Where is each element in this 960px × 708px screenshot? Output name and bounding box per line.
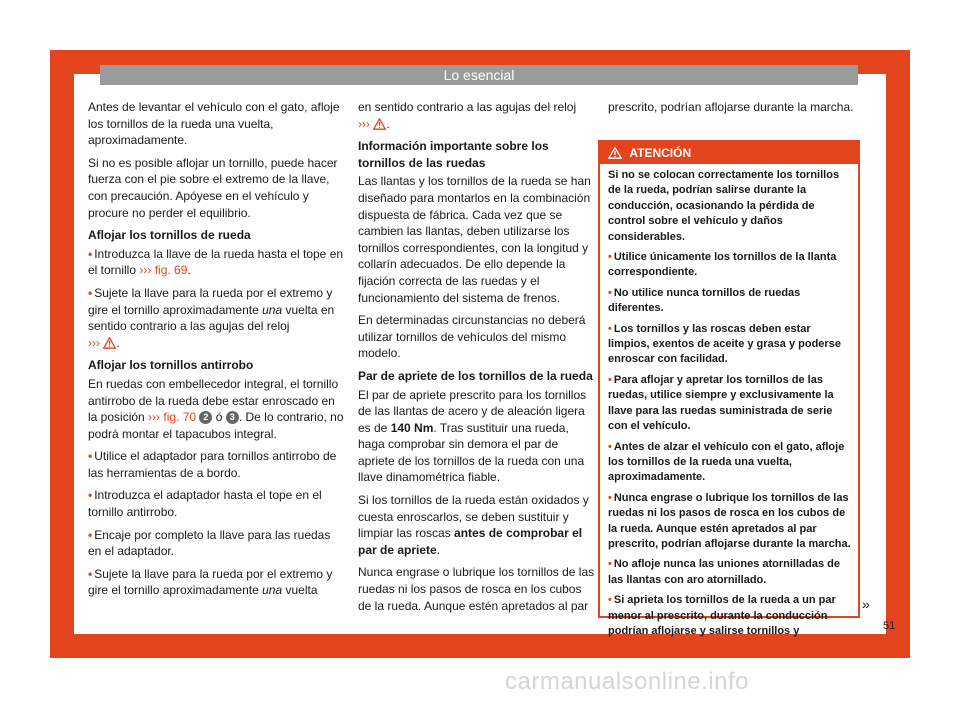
atencion-item: • Para aflojar y apretar los tornillos de las ruedas, utilice siempre y exclusivamente la llave para las ruedas suministrada de serie con el vehículo. bbox=[608, 373, 834, 433]
bullet-icon: • bbox=[608, 558, 612, 571]
par-paragraph-2: Si los tornillos de la rueda están oxidados y cuesta enroscarlos, se deben sustituir y limpiar las roscas antes de comprobar el par de apriete. bbox=[358, 493, 589, 557]
bullet-icon: • bbox=[88, 566, 93, 581]
ref-arrows-icon: ››› bbox=[358, 116, 370, 131]
column-2 bbox=[358, 99, 598, 620]
bullet-icon: • bbox=[88, 246, 93, 261]
par-paragraph-3: Nunca engrase o lubrique los tornillos de las ruedas ni los pasos de rosca en los cubos de la rueda. Aunque estén apretados al par bbox=[358, 565, 595, 613]
bullet-icon: • bbox=[608, 322, 612, 335]
bullet-icon: • bbox=[88, 285, 93, 300]
bullet-item: • Sujete la llave para la rueda por el extremo y gire el tornillo aproximadamente una vuelta en sentido contrario a las agujas del reloj ››› . bbox=[88, 285, 335, 350]
bullet-item: • Introduzca la llave de la rueda hasta el tope en el tornillo ››› fig. 69. bbox=[88, 246, 344, 278]
section-title: Lo esencial bbox=[443, 67, 515, 83]
callout-number: 2 bbox=[199, 411, 212, 424]
atencion-item: • No afloje nunca las uniones atornilladas de las llantas con aro atornillado. bbox=[608, 558, 841, 586]
warning-icon[interactable] bbox=[103, 337, 116, 349]
bullet-icon: • bbox=[608, 286, 612, 299]
figure-link[interactable]: fig. 70 bbox=[163, 410, 197, 425]
atencion-item: • Utilice únicamente los tornillos de la llanta correspondiente. bbox=[608, 251, 837, 279]
atencion-item: • No utilice nunca tornillos de ruedas diferentes. bbox=[608, 286, 801, 315]
bullet-icon: • bbox=[88, 488, 93, 503]
bullet-icon: • bbox=[88, 449, 93, 464]
atencion-item: • Si aprieta los tornillos de la rueda a un par menor al prescrito, durante la conducción podrían aflojarse y salirse tornillos y bbox=[608, 594, 836, 637]
info-paragraph-1: Las llantas y los tornillos de la rueda se han diseñado para montarlos en la combinación dispuesta de fábrica. Cada vez que se cambien las llantas, deben utilizarse los tornillos correspondientes, con la longitud y collarín adecuados. De ello depende la fijación correcta de las ruedas y el funcionamiento del sistema de frenos. bbox=[358, 174, 591, 305]
atencion-item: • Antes de alzar el vehículo con el gato, afloje los tornillos de la rueda una vuelta, aproximadamente. bbox=[608, 440, 845, 484]
watermark: carmanualsonline.info bbox=[505, 668, 749, 695]
atencion-body bbox=[600, 164, 858, 639]
continued-text: en sentido contrario a las agujas del reloj ››› . bbox=[358, 100, 577, 131]
continue-arrow-icon[interactable]: » bbox=[862, 596, 870, 612]
atencion-title: ATENCIÓN bbox=[629, 146, 692, 160]
atencion-item: • Los tornillos y las roscas deben estar limpios, exentos de aceite y grasa y poderse enroscar con facilidad. bbox=[608, 322, 841, 366]
atencion-box bbox=[598, 140, 860, 637]
atencion-header bbox=[600, 142, 858, 164]
ref-arrows-icon: ››› bbox=[139, 263, 152, 278]
heading-info: Información importante sobre los tornillos de las ruedas bbox=[358, 139, 549, 170]
heading-par: Par de apriete de los tornillos de la rueda bbox=[358, 368, 593, 383]
atencion-item: • Nunca engrase o lubrique los tornillos de las ruedas ni los pasos de rosca en los cubos de la rueda. Aunque estén apretados al par prescrito, podrían aflojarse durante la marcha. bbox=[608, 491, 851, 550]
info-paragraph-2: En determinadas circunstancias no deberá utilizar tornillos de vehículos del mismo modelo. bbox=[358, 313, 586, 361]
bullet-icon: • bbox=[88, 527, 93, 542]
bullet-item: • Sujete la llave para la rueda por el extremo y gire el tornillo aproximadamente una vuelta bbox=[88, 566, 333, 598]
intro-paragraph-2: Si no es posible aflojar un tornillo, puede hacer fuerza con el pie sobre el extremo de la llave, con precaución. Apóyese en el vehículo y procure no perder el equilibrio. bbox=[88, 155, 338, 220]
bullet-icon: • bbox=[608, 594, 612, 607]
par-paragraph-1: El par de apriete prescrito para los tornillos de las llantas de acero y de aleación ligera es de 140 Nm. Tras sustituir una rueda, haga comprobar sin demora el par de apriete de los tornillos de la rueda con una llave dinamométrica fiable. bbox=[358, 387, 587, 485]
section-header bbox=[100, 65, 858, 85]
bullet-icon: • bbox=[608, 251, 612, 264]
bullet-item: • Encaje por completo la llave para las ruedas en el adaptador. bbox=[88, 527, 331, 559]
bullet-item: • Introduzca el adaptador hasta el tope en el tornillo antirrobo. bbox=[88, 488, 322, 520]
column-1 bbox=[88, 99, 346, 605]
warning-icon[interactable] bbox=[373, 118, 386, 130]
warning-icon bbox=[608, 147, 622, 159]
atencion-intro: Si no se colocan correctamente los tornillos de la rueda, podrían salirse durante la conducción, ocasionando la pérdida de control sobre el vehículo y daños considerables. bbox=[608, 169, 840, 243]
ref-arrows-icon: ››› bbox=[148, 410, 161, 425]
ref-arrows-icon: ››› bbox=[88, 335, 100, 350]
heading-aflojar: Aflojar los tornillos de rueda bbox=[88, 228, 251, 243]
page-number: 51 bbox=[883, 620, 896, 632]
bullet-icon: • bbox=[608, 491, 612, 504]
intro-paragraph-1: Antes de levantar el vehículo con el gato, afloje los tornillos de la rueda una vuelta, aproximadamente. bbox=[88, 100, 340, 148]
figure-link[interactable]: fig. 69 bbox=[154, 263, 188, 278]
bullet-icon: • bbox=[608, 373, 612, 386]
callout-number: 3 bbox=[226, 411, 239, 424]
bullet-item: • Utilice el adaptador para tornillos antirrobo de las herramientas de a bordo. bbox=[88, 449, 337, 480]
heading-antirrobo: Aflojar los tornillos antirrobo bbox=[88, 358, 254, 373]
bullet-icon: • bbox=[608, 440, 612, 453]
antirrobo-paragraph: En ruedas con embellecedor integral, el tornillo antirrobo de la rueda debe estar enroscado en la posición ››› fig. 70 2 ó 3 . De lo contrario, no podrá montar el tapacubos integral. bbox=[88, 376, 344, 441]
column-3-text: prescrito, podrían aflojarse durante la marcha. bbox=[608, 100, 854, 114]
